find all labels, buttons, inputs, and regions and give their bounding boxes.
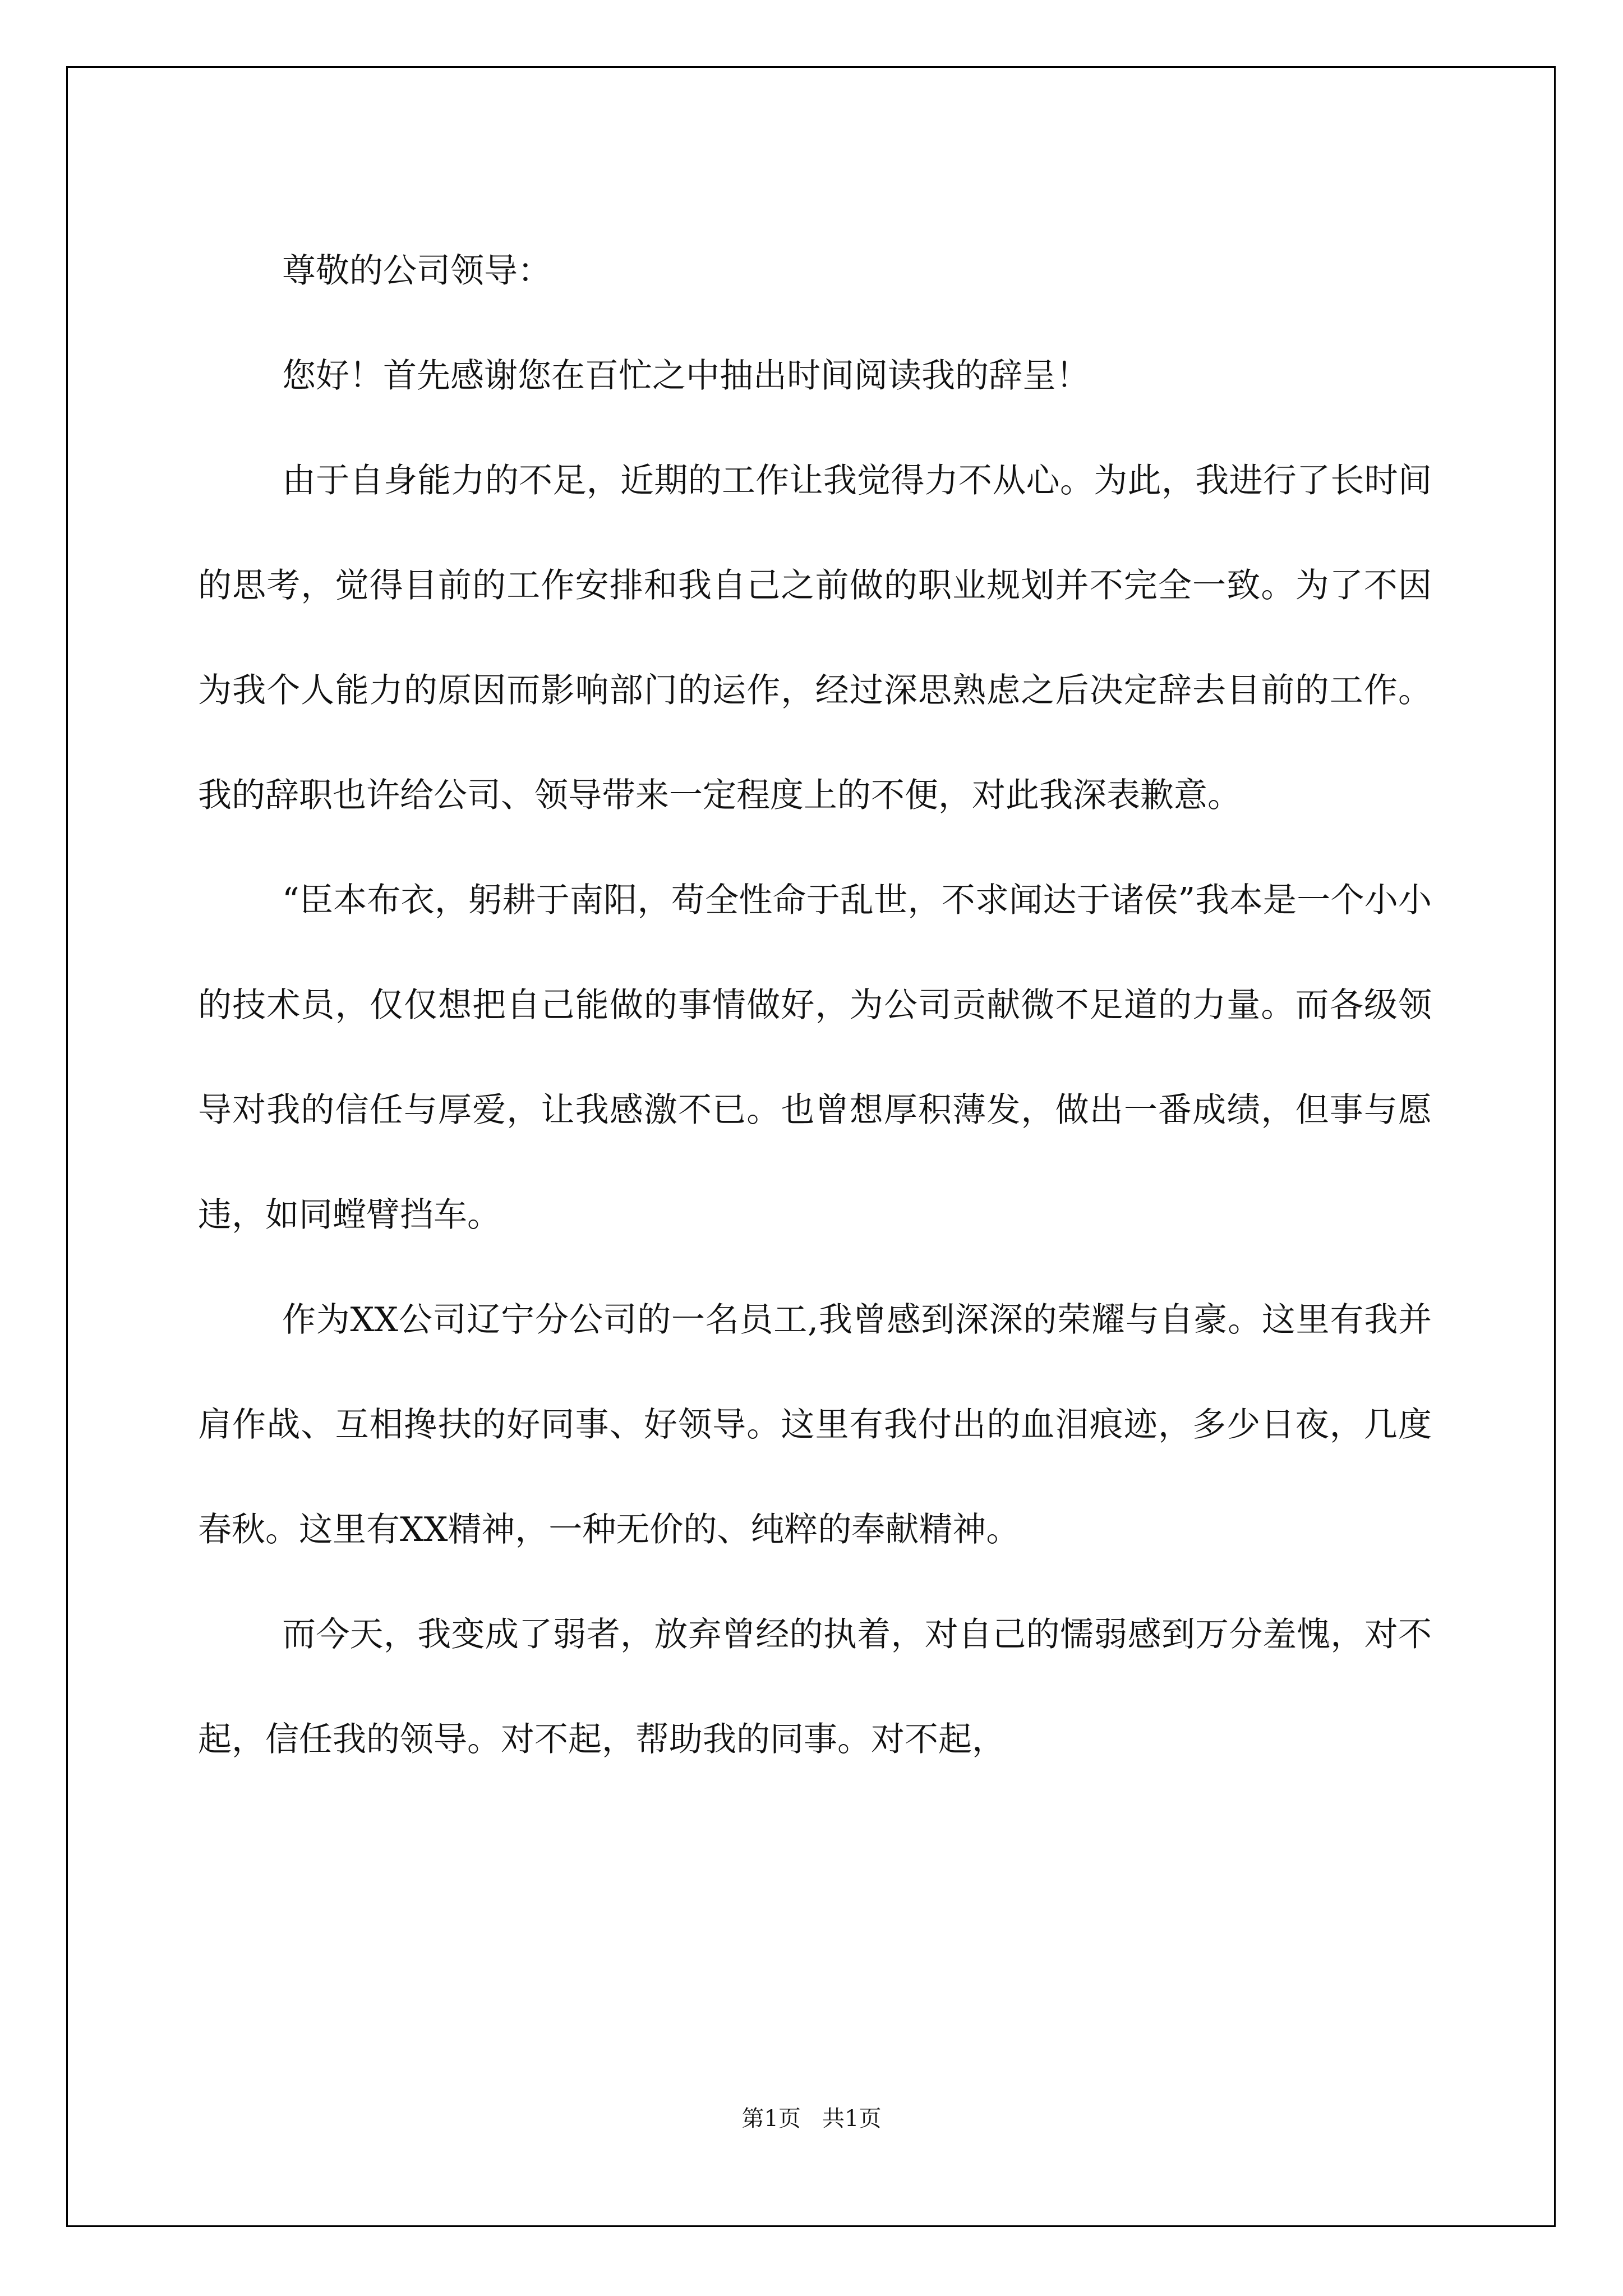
paragraph-greeting: 您好！首先感谢您在百忙之中抽出时间阅读我的辞呈！ xyxy=(282,356,1090,395)
paragraph-quote: “臣本布衣，躬耕于南阳，苟全性命于乱世，不求闻达于诸侯”我本是一个小小的技术员，仅仅想把自己能做的事情做好，为公司贡献微不足道的力量。而各级领导对我的信任与厚爱，让我感激不已。也曾想厚积薄发，做出一番成绩，但事与愿违，如同螳臂挡车。 xyxy=(198,881,1432,1235)
salutation: 尊敬的公司领导： xyxy=(282,251,551,291)
paragraph-reason: 由于自身能力的不足，近期的工作让我觉得力不从心。为此，我进行了长时间的思考，觉得目前的工作安排和我自己之前做的职业规划并不完全一致。为了不因为我个人能力的原因而影响部门的运作，经过深思熟虑之后决定辞去目前的工作。我的辞职也许给公司、领导带来一定程度上的不便，对此我深表歉意。 xyxy=(198,461,1432,815)
page-number-footer: 第1页 共1页 xyxy=(741,2106,882,2132)
letter-body xyxy=(198,219,1432,1792)
paragraph-company: 作为XX公司辽宁分公司的一名员工,我曾感到深深的荣耀与自豪。这里有我并肩作战、互相搀扶的好同事、好领导。这里有我付出的血泪痕迹，多少日夜，几度春秋。这里有XX精神，一种无价的、纯粹的奉献精神。 xyxy=(198,1300,1432,1549)
paragraph-apology: 而今天，我变成了弱者，放弃曾经的执着，对自己的懦弱感到万分羞愧，对不起，信任我的领导。对不起，帮助我的同事。对不起， xyxy=(198,1615,1432,1759)
